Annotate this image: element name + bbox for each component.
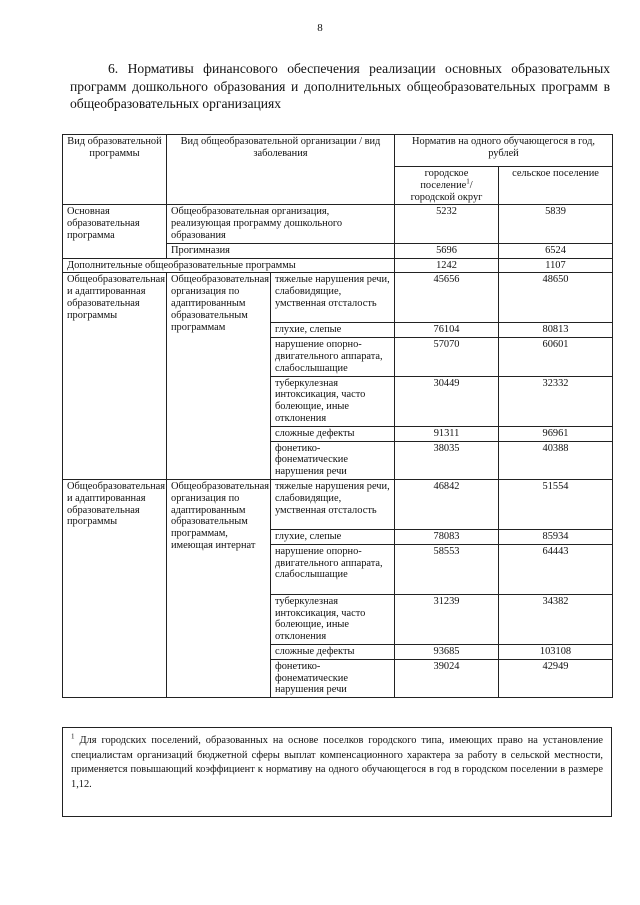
table-cell-disease: нарушение опорно-двигательного аппарата, слабослышащие [271,338,395,376]
table-cell-disease: фонетико-фонематические нарушения речи [271,441,395,479]
table-cell-city: 91311 [395,426,499,441]
footnote-ref: 1 [466,177,470,186]
table-cell-city: 39024 [395,659,499,697]
table-cell-disease: нарушение опорно-двигательного аппарата, слабослышащие [271,544,395,594]
table-cell-disease: тяжелые нарушения речи, слабовидящие, умственная отсталость [271,273,395,323]
table-cell-org: Прогимназия [167,243,395,258]
table-cell-city: 76104 [395,323,499,338]
section-heading: 6. Нормативы финансового обеспечения реализации основных образовательных программ дошкольного образования и дополнительных общеобразовательных программ в общеобразовательных организациях [70,61,610,111]
table-cell-rural: 51554 [499,479,613,529]
table-cell-city: 38035 [395,441,499,479]
boarding-org-label: Общеобразовательная организация по адаптированным образовательным программам, имеющая интернат [167,479,271,697]
table-cell-city: 93685 [395,644,499,659]
table-cell-city: 78083 [395,529,499,544]
header-normative: Норматив на одного обучающегося в год, рублей [395,135,613,167]
footnote-marker: 1 [71,732,75,741]
table-cell-rural: 42949 [499,659,613,697]
table-cell-rural: 48650 [499,273,613,323]
header-program-type: Вид образовательной программы [63,135,167,205]
adapted-org-label: Общеобразовательная организация по адаптированным образовательным программам [167,273,271,480]
table-cell-city: 57070 [395,338,499,376]
table-cell-rural: 6524 [499,243,613,258]
table-cell-rural: 40388 [499,441,613,479]
table-cell-city: 1242 [395,258,499,273]
table-cell-rural: 85934 [499,529,613,544]
boarding-program-label: Общеобразовательная и адаптированная образовательная программы [63,479,167,697]
header-org-type: Вид общеобразовательной организации / вид заболевания [167,135,395,205]
table-cell-city: 31239 [395,594,499,644]
table-cell-disease: сложные дефекты [271,644,395,659]
table-cell-disease: глухие, слепые [271,323,395,338]
table-cell-rural: 64443 [499,544,613,594]
table-cell-city: 30449 [395,376,499,426]
table-cell-disease: фонетико-фонематические нарушения речи [271,659,395,697]
table-cell-rural: 96961 [499,426,613,441]
table-cell-rural: 1107 [499,258,613,273]
normatives-table [62,134,613,698]
table-cell-disease: сложные дефекты [271,426,395,441]
table-cell-disease: туберкулезная интоксикация, часто болеющие, иные отклонения [271,594,395,644]
table-cell-rural: 32332 [499,376,613,426]
table-cell-rural: 60601 [499,338,613,376]
table-cell-disease: глухие, слепые [271,529,395,544]
table-cell-rural: 80813 [499,323,613,338]
table-cell-org: Общеобразовательная организация, реализующая программу дошкольного образования [167,205,395,243]
table-cell-city: 5696 [395,243,499,258]
header-city-tail: / городской округ [410,179,483,203]
extra-programs-label: Дополнительные общеобразовательные программы [63,258,395,273]
table-cell-city: 58553 [395,544,499,594]
table-cell-disease: тяжелые нарушения речи, слабовидящие, умственная отсталость [271,479,395,529]
header-city [395,167,499,205]
page-number: 8 [317,22,323,34]
header-rural: сельское поселение [499,167,613,205]
footnote [62,727,612,817]
basic-program-label: Основная образовательная программа [63,205,167,258]
table-cell-city: 46842 [395,479,499,529]
table-cell-city: 45656 [395,273,499,323]
table-cell-rural: 34382 [499,594,613,644]
adapted-program-label: Общеобразовательная и адаптированная образовательная программы [63,273,167,480]
table-cell-city: 5232 [395,205,499,243]
header-city-label: городское поселение [420,168,469,191]
table-cell-rural: 5839 [499,205,613,243]
footnote-text: Для городских поселений, образованных на основе поселков городского типа, имеющих право на установление специалистам организаций бюджетной сферы выплат компенсационного характера за работу в сельской местности, применяется повышающий коэффициент к нормативу на одного обучающегося в год в городском поселении в размере 1,12. [71,735,603,790]
table-cell-disease: туберкулезная интоксикация, часто болеющие, иные отклонения [271,376,395,426]
table-cell-rural: 103108 [499,644,613,659]
